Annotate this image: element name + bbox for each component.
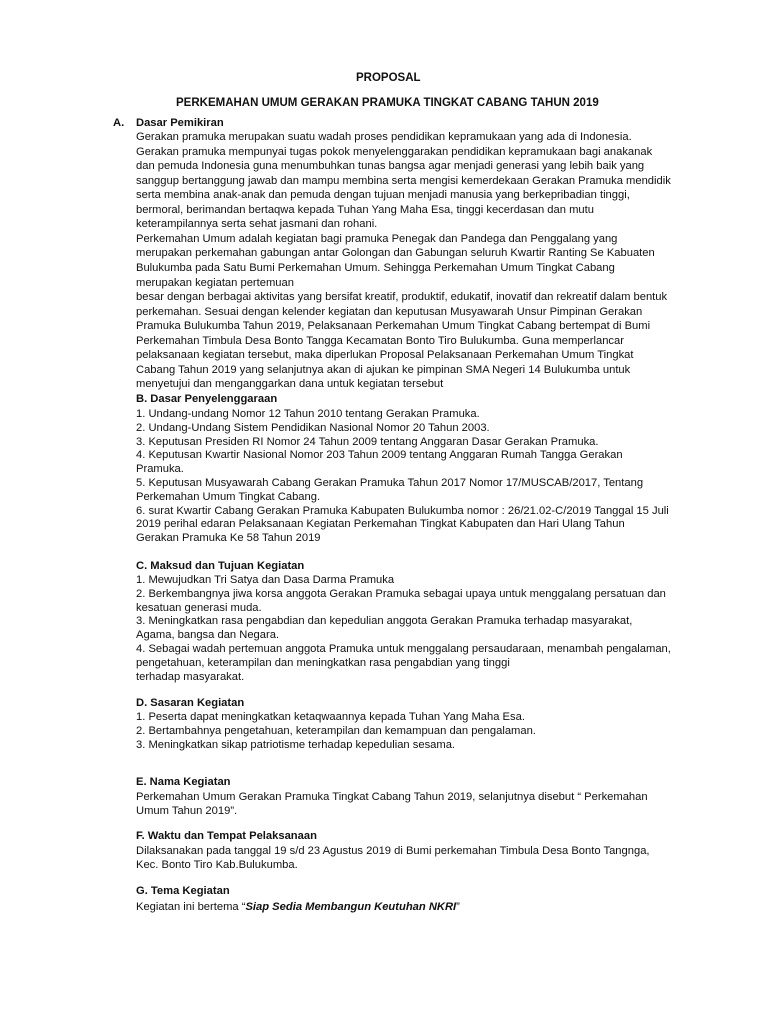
section-b-line: Perkemahan Umum Tingkat Cabang. bbox=[136, 490, 321, 503]
section-a-line: perkemahan. Sesuai dengan kelender kegiatan dan keputusan Musyawarah Unsur Pimpinan Gerakan bbox=[136, 305, 643, 318]
section-c-line: terhadap masyarakat. bbox=[136, 670, 245, 683]
section-b-line: 6. surat Kwartir Cabang Gerakan Pramuka Kabupaten Bulukumba nomor : 26/21.02-C/2019 Tanggal 15 Juli bbox=[136, 504, 669, 517]
section-d-line: 2. Bertambahnya pengetahuan, keterampilan dan kemampuan dan pengalaman. bbox=[136, 724, 536, 737]
document-subtitle: PERKEMAHAN UMUM GERAKAN PRAMUKA TINGKAT CABANG TAHUN 2019 bbox=[176, 97, 599, 109]
section-b-line: 2019 perihal edaran Pelaksanaan Kegiatan Perkemahan Tingkat Kabupaten dan Hari Ulang Tahun bbox=[136, 518, 625, 531]
section-a-letter: A. bbox=[113, 117, 125, 129]
section-e-line: Umum Tahun 2019”. bbox=[136, 805, 238, 817]
section-e-heading: E. Nama Kegiatan bbox=[136, 776, 231, 788]
section-a-line: Gerakan pramuka mempunyai tugas pokok menyelenggarakan pendidikan kepramukaan bagi anakanak bbox=[136, 145, 653, 158]
section-a-line: Bulukumba pada Satu Bumi Perkemahan Umum. Sehingga Perkemahan Umum Tingkat Cabang bbox=[136, 261, 615, 274]
section-a-line: merupakan perkemahan gabungan antar Golongan dan Gabungan seluruh Kwartir Ranting Se Kabuaten bbox=[136, 247, 655, 260]
document-title: PROPOSAL bbox=[356, 72, 421, 84]
section-a-line: serta membina anak-anak dan pemuda dengan tujuan menjadi manusia yang berkepribadian tinggi, bbox=[136, 189, 630, 202]
section-c-line: 1. Mewujudkan Tri Satya dan Dasa Darma Pramuka bbox=[136, 574, 395, 586]
section-c-line: kesatuan generasi muda. bbox=[136, 601, 262, 614]
section-a-line: menyetujui dan menganggarkan dana untuk kegiatan tersebut bbox=[136, 378, 444, 391]
section-a-heading: Dasar Pemikiran bbox=[136, 117, 224, 129]
section-b-line: 4. Keputusan Kwartir Nasional Nomor 203 Tahun 2009 tentang Anggaran Rumah Tangga Gerakan bbox=[136, 449, 623, 462]
section-b-line: Pramuka. bbox=[136, 463, 184, 476]
section-g-text bbox=[136, 900, 460, 914]
section-a-line: besar dengan berbagai aktivitas yang bersifat kreatif, produktif, edukatif, inovatif dan rekreatif dalam bentuk bbox=[136, 291, 668, 304]
section-c-line: Agama, bangsa dan Negara. bbox=[136, 629, 280, 642]
section-c-heading: C. Maksud dan Tujuan Kegiatan bbox=[136, 560, 305, 572]
section-d-line: 1. Peserta dapat meningkatkan ketaqwaannya kepada Tuhan Yang Maha Esa. bbox=[136, 711, 525, 723]
section-a-line: Perkemahan Timbula Desa Bonto Tangga Kecamatan Bonto Tiro Bulukumba. Guna memperlancar bbox=[136, 334, 624, 347]
section-d-heading: D. Sasaran Kegiatan bbox=[136, 697, 245, 709]
section-b-line: 2. Undang-Undang Sistem Pendidikan Nasional Nomor 20 Tahun 2003. bbox=[136, 421, 490, 434]
section-g-theme: Siap Sedia Membangun Keutuhan NKRI bbox=[245, 901, 457, 913]
section-a-line: Cabang Tahun 2019 yang selanjutnya akan di ajukan ke pimpinan SMA Negeri 14 Bulukumba untuk bbox=[136, 363, 631, 376]
section-a-line: dan pemuda Indonesia guna menumbuhkan tunas bangsa agar menjadi generasi yang lebih baik yang bbox=[136, 160, 645, 173]
section-b-line: Gerakan Pramuka Ke 58 Tahun 2019 bbox=[136, 532, 321, 545]
section-b-line: 1. Undang-undang Nomor 12 Tahun 2010 tentang Gerakan Pramuka. bbox=[136, 408, 480, 420]
section-a-line: bermoral, berimandan bertaqwa kepada Tuhan Yang Maha Esa, tinggi kecerdasan dan mutu bbox=[136, 203, 594, 216]
section-g-heading: G. Tema Kegiatan bbox=[136, 885, 230, 897]
section-a-line: pelaksanaan kegiatan tersebut, maka diperlukan Proposal Pelaksanaan Perkemahan Umum Tingkat bbox=[136, 349, 634, 362]
section-a-line: Perkemahan Umum adalah kegiatan bagi pramuka Penegak dan Pandega dan Penggalang yang bbox=[136, 232, 618, 245]
section-f-heading: F. Waktu dan Tempat Pelaksanaan bbox=[136, 830, 317, 842]
section-b-line: 5. Keputusan Musyawarah Cabang Gerakan Pramuka Tahun 2017 Nomor 17/MUSCAB/2017, Tentang bbox=[136, 477, 644, 489]
section-b-line: 3. Keputusan Presiden RI Nomor 24 Tahun 2009 tentang Anggaran Dasar Gerakan Pramuka. bbox=[136, 435, 599, 448]
section-d-line: 3. Meningkatkan sikap patriotisme terhadap kepedulian sesama. bbox=[136, 738, 456, 751]
section-g-suffix: ” bbox=[456, 901, 460, 913]
section-g-prefix: Kegiatan ini bertema “ bbox=[136, 901, 246, 913]
section-f-line: Dilaksanakan pada tanggal 19 s/d 23 Agustus 2019 di Bumi perkemahan Timbula Desa Bonto Tangnga, bbox=[136, 845, 650, 857]
section-a-line: Gerakan pramuka merupakan suatu wadah proses pendidikan kepramukaan yang ada di Indonesia. bbox=[136, 131, 632, 143]
section-a-line: Pramuka Bulukumba Tahun 2019, Pelaksanaan Perkemahan Umum Tingkat Cabang bertempat di Bumi bbox=[136, 320, 651, 333]
section-a-line: sanggup bertanggung jawab dan mampu membina serta mengisi kemerdekaan Gerakan Pramuka mendidik bbox=[136, 174, 671, 187]
section-c-line: 3. Meningkatkan rasa pengabdian dan kepedulian anggota Gerakan Pramuka terhadap masyarakat, bbox=[136, 615, 633, 628]
section-c-line: 4. Sebagai wadah pertemuan anggota Pramuka untuk menggalang persaudaraan, menambah pengalaman, bbox=[136, 643, 671, 655]
section-c-line: pengetahuan, keterampilan dan meningkatkan rasa pengabdian yang tinggi bbox=[136, 656, 510, 669]
section-c-line: 2. Berkembangnya jiwa korsa anggota Gerakan Pramuka sebagai upaya untuk menggalang persatuan dan bbox=[136, 587, 666, 600]
section-a-line: merupakan kegiatan pertemuan bbox=[136, 276, 294, 289]
section-f-line: Kec. Bonto Tiro Kab.Bulukumba. bbox=[136, 859, 298, 871]
section-a-line: keterampilannya serta sehat jasmani dan rohani. bbox=[136, 218, 378, 231]
section-b-heading: B. Dasar Penyelenggaraan bbox=[136, 393, 278, 405]
section-e-line: Perkemahan Umum Gerakan Pramuka Tingkat Cabang Tahun 2019, selanjutnya disebut “ Perkemahan bbox=[136, 791, 648, 803]
